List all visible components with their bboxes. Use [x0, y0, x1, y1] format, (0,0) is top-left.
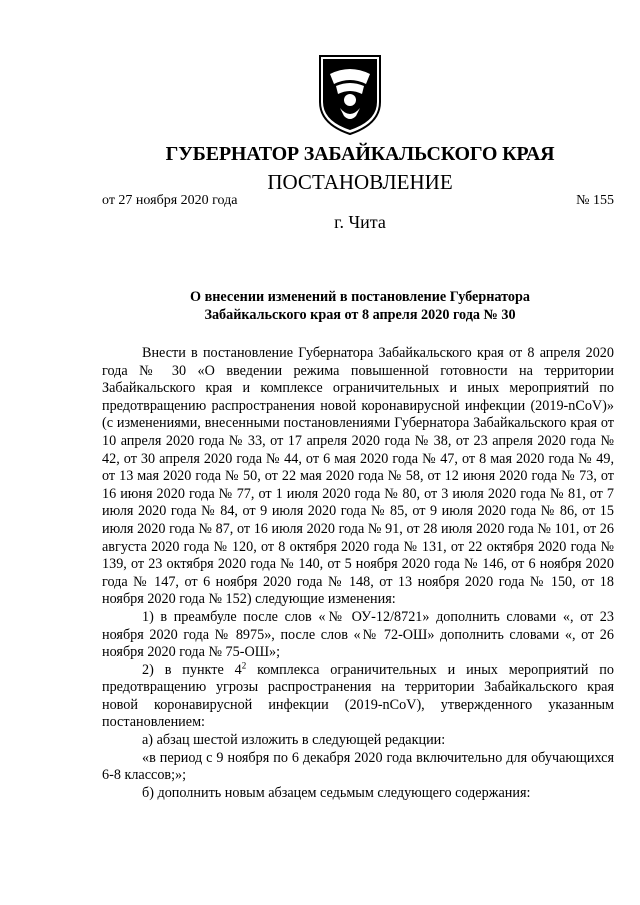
coat-of-arms-icon	[316, 50, 384, 136]
item-2a-paragraph: а) абзац шестой изложить в следующей редакции:	[142, 732, 446, 749]
document-body	[102, 345, 614, 802]
authority-title: ГУБЕРНАТОР ЗАБАЙКАЛЬСКОГО КРАЯ	[165, 143, 555, 165]
intro-paragraph: Внести в постановление Губернатора Забайкальского края от 8 апреля 2020 года № 30 «О введении режима повышенной готовности на территории Забайкальского края и комплексе ограничительных и иных мероприятий по предотвращению распространения новой коронавирусной инфекции (2019-nCoV)» (с изменениями, внесенными постановлениями Губернатора Забайкальского края от 10 апреля 2020 года № 33, от 17 апреля 2020 года № 38, от 23 апреля 2020 года № 42, от 30 апреля 2020 года № 44, от 6 мая 2020 года № 47, от 8 мая 2020 года № 49, от 13 мая 2020 года № 50, от 22 мая 2020 года № 58, от 12 июня 2020 года № 73, от 16 июня 2020 года № 77, от 1 июля 2020 года № 80, от 3 июля 2020 года № 81, от 7 июля 2020 года № 84, от 9 июля 2020 года № 85, от 9 июля 2020 года № 86, от 15 июля 2020 года № 87, от 16 июля 2020 года № 91, от 28 июля 2020 года № 101, от 26 августа 2020 года № 120, от 8 октября 2020 года № 131, от 22 октября 2020 года № 139, от 23 октября 2020 года № 140, от 5 ноября 2020 года № 146, от 6 ноября 2020 года № 147, от 6 ноября 2020 года № 148, от 13 ноября 2020 года № 150, от 18 ноября 2020 года № 152) следующие изменения:	[102, 345, 614, 608]
item-2-text-end: комплекса ограничительных и иных мероприятий по предотвращению угрозы распространения на территории Забайкальского края новой коронавирусной инфекции (2019-nCoV), утвержденного указанным постановлением:	[102, 661, 614, 731]
document-type: ПОСТАНОВЛЕНИЕ	[267, 170, 453, 194]
document-date: от 27 ноября 2020 года	[102, 193, 238, 208]
item-2-text-start: 2) в пункте 4	[142, 661, 242, 678]
document-number: № 155	[576, 193, 614, 208]
item-2-superscript: 2	[241, 659, 247, 670]
item-1-paragraph: 1) в преамбуле после слов «№ ОУ-12/8721» дополнить словами «, от 23 ноября 2020 года № 8975», после слов «№ 72-ОШ» дополнить словами «, от 26 ноября 2020 года № 75-ОШ»;	[102, 608, 614, 661]
document-city: г. Чита	[334, 212, 386, 232]
quote-paragraph: «в период с 9 ноября по 6 декабря 2020 года включительно для обучающихся 6-8 классов;»;	[102, 749, 614, 784]
subject-line-1: О внесении изменений в постановление Губернатора	[190, 289, 530, 305]
item-2-paragraph	[102, 659, 614, 732]
document-subject	[130, 288, 590, 324]
item-2b-paragraph: б) дополнить новым абзацем седьмым следующего содержания:	[142, 784, 531, 801]
subject-line-2: Забайкальского края от 8 апреля 2020 года № 30	[204, 307, 516, 323]
